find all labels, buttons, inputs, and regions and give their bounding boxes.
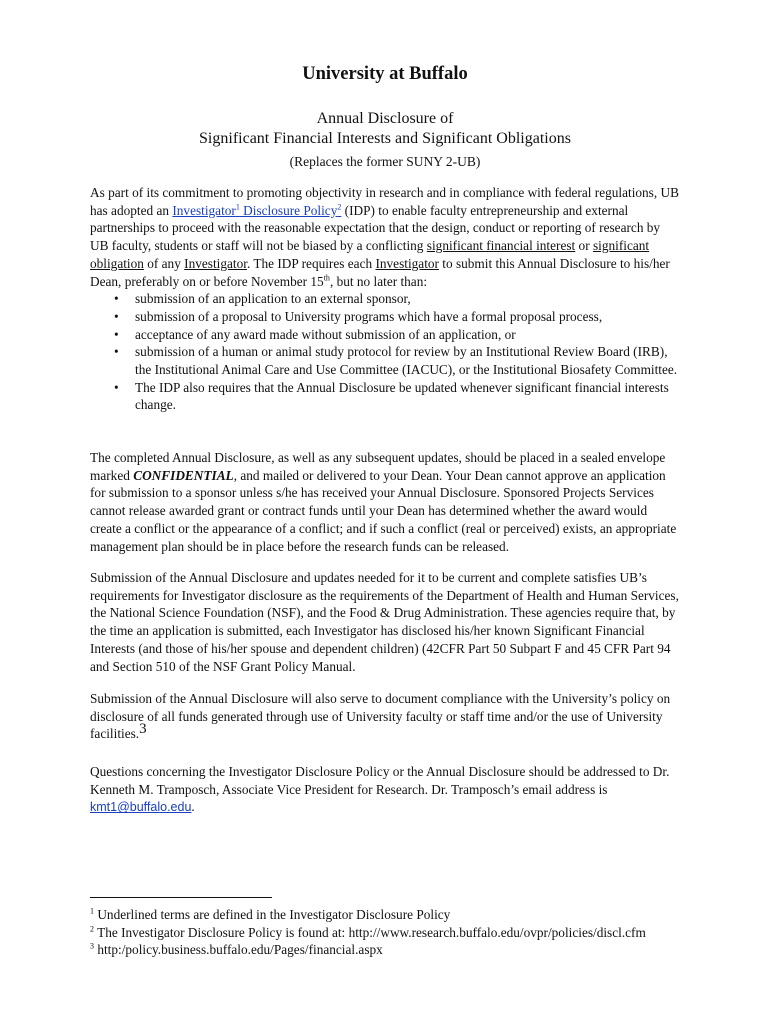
footnote-divider — [90, 897, 272, 898]
bullet-icon: • — [114, 308, 119, 324]
document-subtitle-line2: Significant Financial Interests and Significant Obligations — [199, 130, 571, 147]
document-subtitle: Annual Disclosure of — [316, 110, 454, 127]
requirements-paragraph: Submission of the Annual Disclosure and updates needed for it to be current and complete satisfies UB’s requirements for Investigator disclosure as the requirements of the Department of Health and Human Services, the National Science Foundation (NSF), and the Food & Drug Administration. These agencies require that, by the time an application is submitted, each Investigator has disclosed his/her known Significant Financial Interests (and those of his/her spouse and dependent children) (42CFR Part 50 Subpart F and 45 CFR Part 94 and Section 510 of the NSF Grant Policy Manual. — [90, 570, 679, 674]
term-significant-obligation: significant obligation — [90, 238, 650, 271]
bullet-icon: • — [114, 344, 119, 360]
submission-paragraph: The completed Annual Disclosure, as well as any subsequent updates, should be placed in a sealed envelope marked CONFIDENTIAL, and mailed or delivered to your Dean. Your Dean cannot approve an application for submission to a sponsor unless s/he has received your Annual Disclosure. Sponsored Projects Services cannot release awarded grant or contract funds until your Dean has determined whether the award would create a conflict or the appearance of a conflict; and if such a conflict (real or perceived) exists, an appropriate management plan should be in place before the research funds can be released. — [90, 450, 677, 554]
footnote: $^1$ Underlined terms are defined in the Investigator Disclosure Policy — [90, 906, 451, 922]
list-item: • submission of a human or animal study protocol for review by an Institutional Review Board (IRB), the Institutional Animal Care and Use Committee (IACUC), or the Institutional Biosafety Committee. — [114, 344, 678, 378]
bullet-icon: • — [114, 379, 119, 395]
page-title: University at Buffalo — [302, 64, 468, 84]
list-item: • The IDP also requires that the Annual Disclosure be updated whenever significant financial interests change. — [114, 379, 669, 413]
policy-link[interactable]: Investigator$^1$ Disclosure Policy$^2$ — [172, 202, 342, 218]
intro-paragraph: As part of its commitment to promoting objectivity in research and in compliance with federal regulations, UB has adopted an Investigator$^1$ Disclosure Policy$^2$ (IDP) to enable faculty entrepreneurship and external partnerships to proceed with the reasonable expectation that the design, conduct or reporting of research by UB faculty, students or staff will not be biased by a conflicting significant financial interest or significant obligation of any Investigator. The IDP requires each Investigator to submit this Annual Disclosure to his/her Dean, preferably on or before November 15th, but no later than: • submission of an application to an external sponsor, • submission of a proposal to University programs which have a formal proposal process, • acceptance of any award made without submission of an application, or • submission of a human or animal study protocol for review by an Institutional Review Board (IRB), the Institutional Animal Care and Use Committee (IACUC), or the Institutional Biosafety Committee. • The IDP also requires that the Annual Disclosure be updated whenever significant financial interests change. — [90, 185, 679, 413]
bullet-icon: • — [114, 291, 119, 307]
footnote: $^3$ http:/policy.business.buffalo.edu/Pages/financial.aspx — [90, 941, 383, 957]
compliance-paragraph: Submission of the Annual Disclosure will also serve to document compliance with the University’s policy on disclosure of all funds generated through use of University faculty or staff time and/or the use of University facilities.3 — [90, 691, 671, 742]
replaces-note: (Replaces the former SUNY 2-UB) — [289, 154, 481, 169]
list-item: • acceptance of any award made without submission of an application, or — [114, 326, 516, 342]
term-significant-financial-interest: significant financial interest — [426, 238, 576, 254]
term-investigator-2: Investigator — [375, 255, 439, 271]
requirements-list — [90, 290, 680, 414]
bullet-icon: • — [114, 326, 119, 342]
contact-paragraph: Questions concerning the Investigator Disclosure Policy or the Annual Disclosure should be addressed to Dr. Kenneth M. Tramposch, Associate Vice President for Research. Dr. Tramposch’s email address is kmt1@buffalo.edu. — [90, 764, 670, 815]
footnotes — [90, 906, 690, 959]
footnote: $^2$ The Investigator Disclosure Policy is found at: http://www.research.buffalo.edu/ovpr/policies/discl.cfm — [90, 924, 646, 940]
term-investigator: Investigator — [184, 255, 247, 271]
list-item: • submission of a proposal to University programs which have a formal proposal process, — [114, 308, 603, 324]
email-link[interactable]: kmt1@buffalo.edu — [90, 800, 192, 815]
confidential-label: CONFIDENTIAL — [133, 467, 234, 483]
list-item: • submission of an application to an external sponsor, — [114, 291, 411, 307]
